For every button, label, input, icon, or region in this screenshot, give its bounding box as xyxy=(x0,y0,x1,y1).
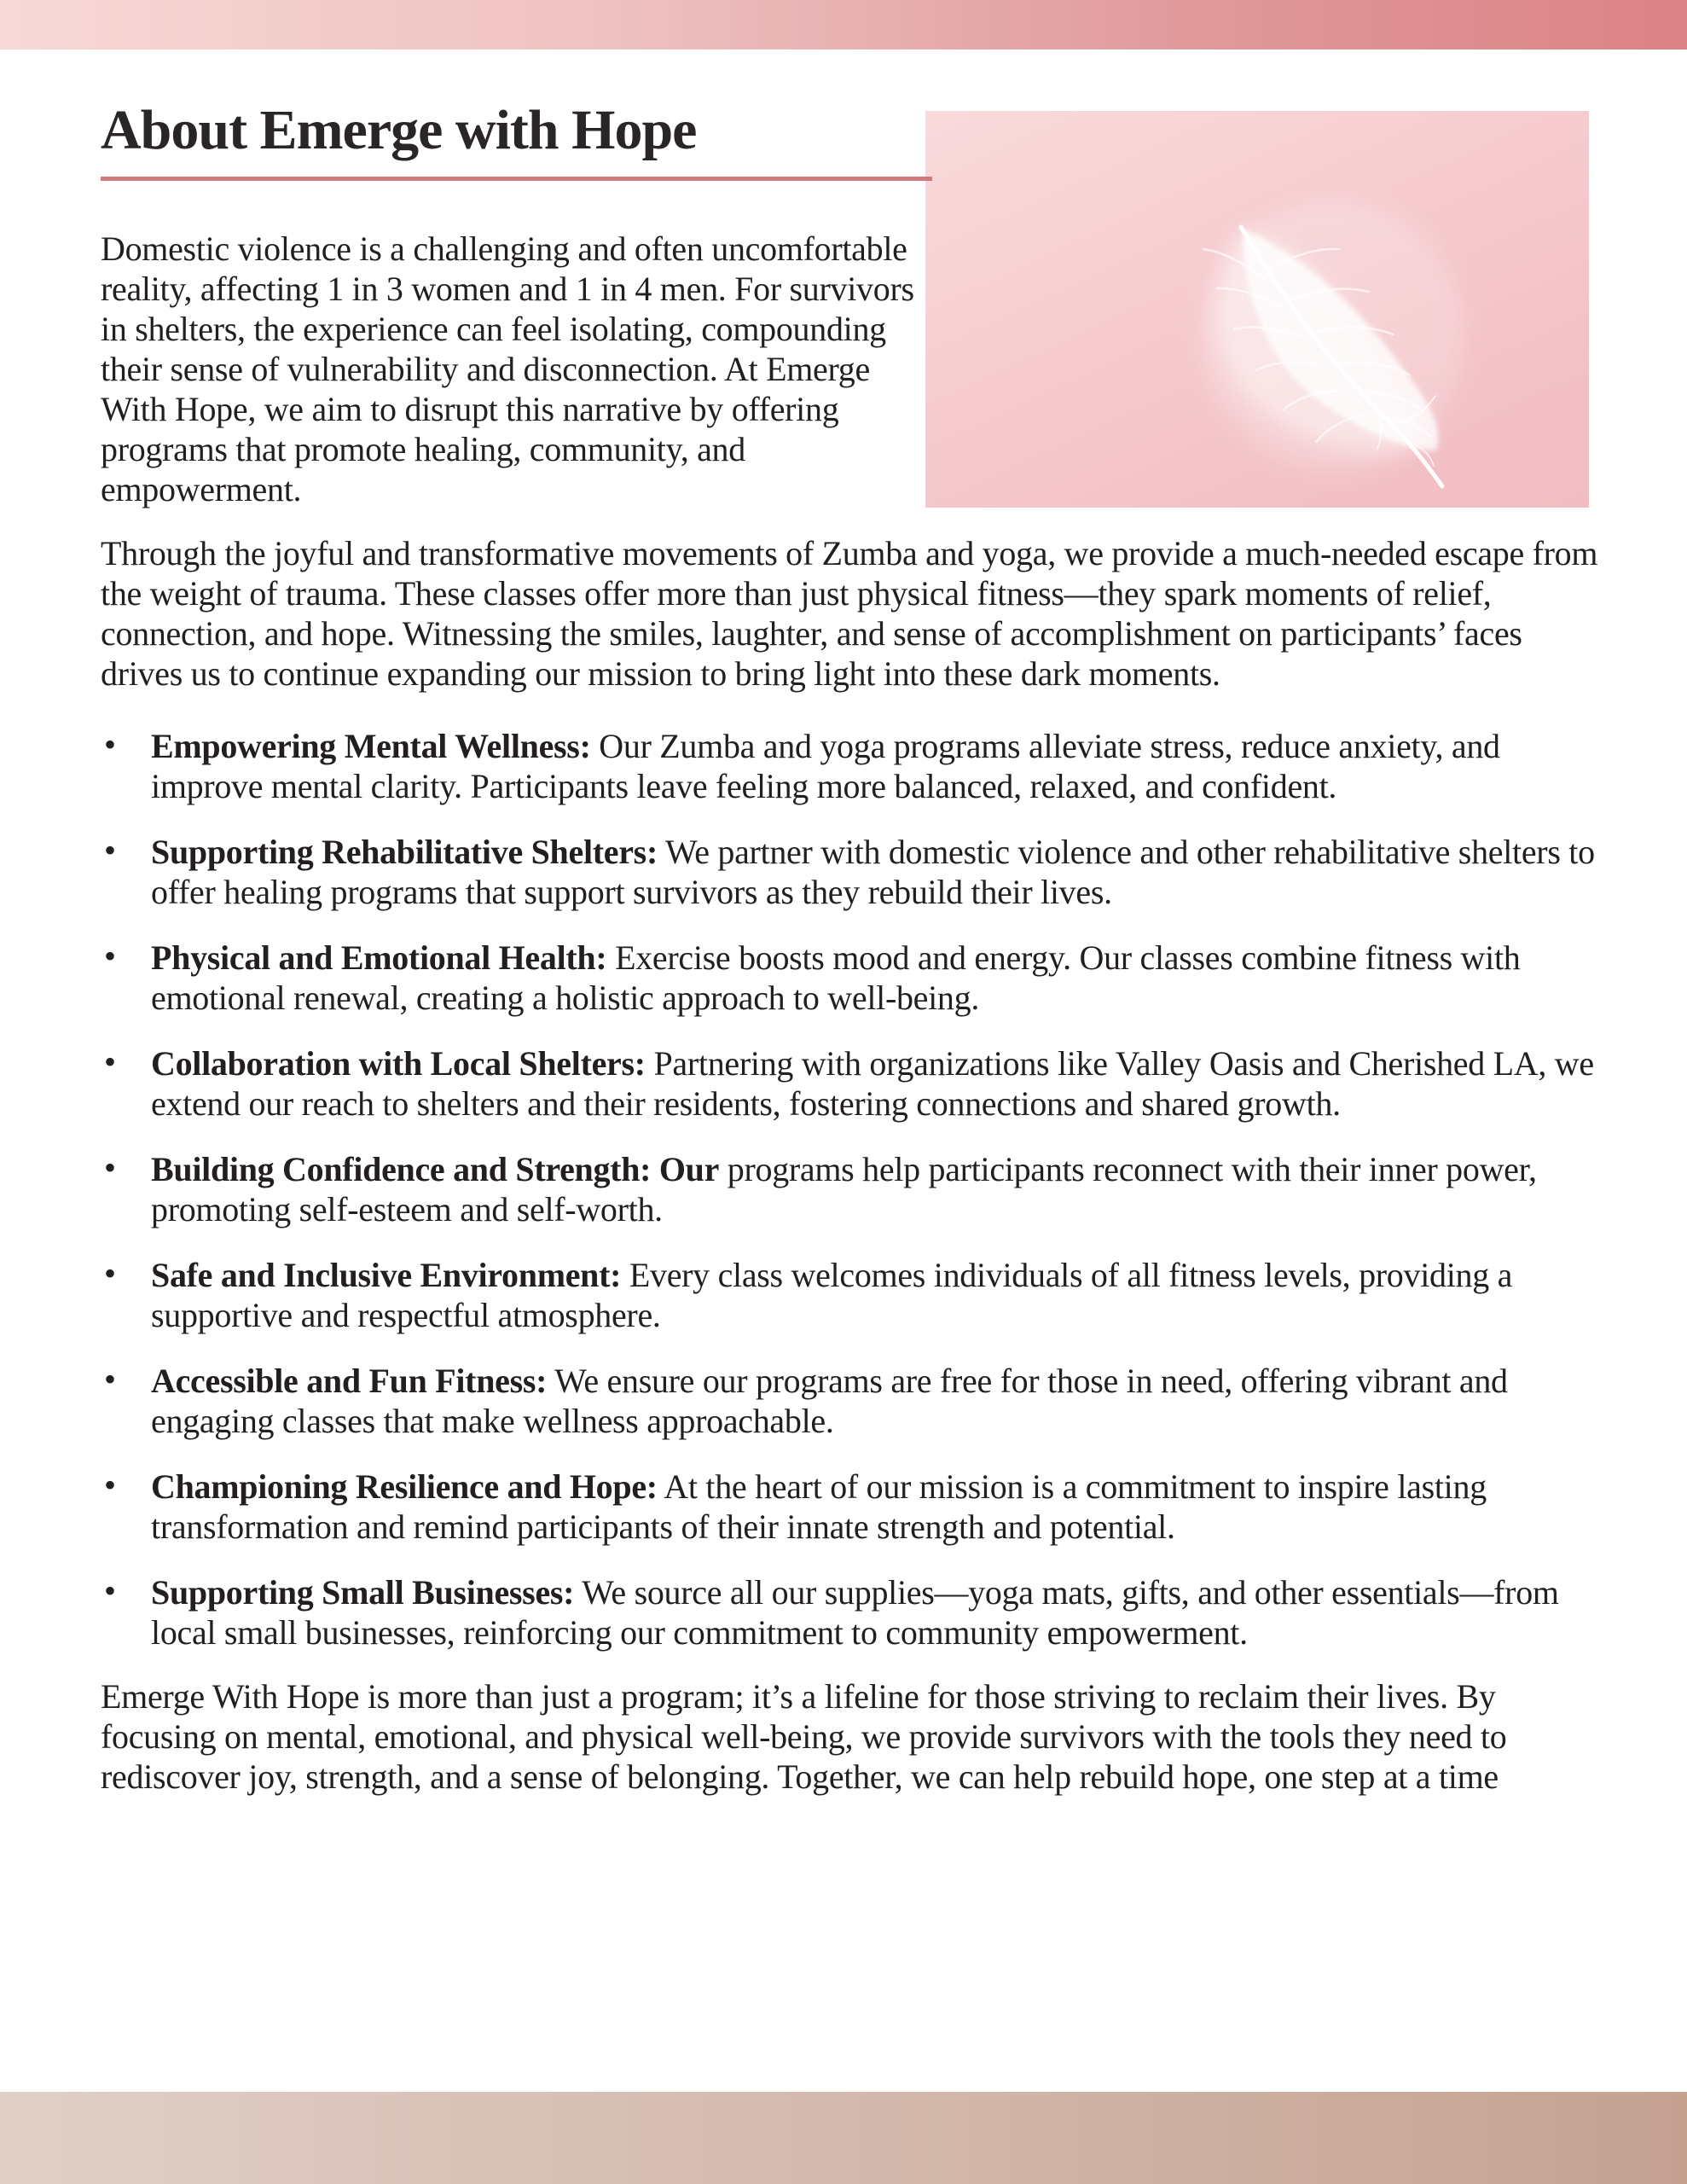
bullet-lead: Safe and Inclusive Environment: xyxy=(151,1256,622,1295)
bullet-text: We partner with domestic violence and other rehabilitative shelters to offer healing programs that support survivors as they rebuild their lives. xyxy=(151,833,1595,912)
list-item-empowering-mental-wellness xyxy=(101,726,1602,806)
list-item-safe-and-inclusive-environment xyxy=(101,1255,1602,1335)
list-item-supporting-rehabilitative-shelters xyxy=(101,832,1602,912)
page-title: About Emerge with Hope xyxy=(101,99,697,161)
title-divider xyxy=(101,177,932,181)
bullet-text: Exercise boosts mood and energy. Our classes combine fitness with emotional renewal, creating a holistic approach to well-being. xyxy=(151,938,1521,1018)
bullet-text: programs help participants reconnect with their inner power, promoting self-esteem and self-worth. xyxy=(151,1150,1537,1229)
bullet-lead: Building Confidence and Strength: Our xyxy=(151,1150,720,1189)
bullet-text: Our Zumba and yoga programs alleviate stress, reduce anxiety, and improve mental clarity. Participants leave feeling more balanced, relaxed, and confident. xyxy=(151,727,1500,806)
bullet-lead: Championing Resilience and Hope: xyxy=(151,1467,658,1507)
page-content xyxy=(101,101,1602,1797)
bullet-lead: Accessible and Fun Fitness: xyxy=(151,1362,548,1401)
bullet-lead: Supporting Small Businesses: xyxy=(151,1573,575,1612)
bullet-lead: Supporting Rehabilitative Shelters: xyxy=(151,833,658,872)
bullet-lead: Empowering Mental Wellness: xyxy=(151,727,591,766)
list-item-building-confidence-and-strength xyxy=(101,1149,1602,1229)
program-benefits-list xyxy=(101,726,1602,1653)
list-item-collaboration-with-local-shelters xyxy=(101,1043,1602,1124)
bullet-lead: Physical and Emotional Health: xyxy=(151,938,607,978)
list-item-supporting-small-businesses xyxy=(101,1572,1602,1653)
list-item-physical-and-emotional-health xyxy=(101,938,1602,1018)
bottom-gradient-bar xyxy=(0,2092,1687,2184)
top-gradient-bar xyxy=(0,0,1687,49)
closing-paragraph: Emerge With Hope is more than just a program; it’s a lifeline for those striving to reclaim their lives. By focusing on mental, emotional, and physical well-being, we provide survivors with the tools they need to rediscover joy, strength, and a sense of belonging. Together, we can help rebuild hope, one step at a time xyxy=(101,1677,1507,1797)
bullet-text: We source all our supplies—yoga mats, gifts, and other essentials—from local small businesses, reinforcing our commitment to community empowerment. xyxy=(151,1573,1559,1653)
list-item-accessible-and-fun-fitness xyxy=(101,1361,1602,1441)
bullet-text: Every class welcomes individuals of all fitness levels, providing a supportive and respectful atmosphere. xyxy=(151,1256,1513,1335)
bullet-text: We ensure our programs are free for those in need, offering vibrant and engaging classes that make wellness approachable. xyxy=(151,1362,1508,1441)
mission-paragraph: Through the joyful and transformative movements of Zumba and yoga, we provide a much-needed escape from the weight of trauma. These classes offer more than just physical fitness—they spark moments of relief, connection, and hope. Witnessing the smiles, laughter, and sense of accomplishment on participants’ faces drives us to continue expanding our mission to bring light into these dark moments. xyxy=(101,534,1598,694)
intro-paragraph: Domestic violence is a challenging and often uncomfortable reality, affecting 1 in 3 women and 1 in 4 men. For survivors in shelters, the experience can feel isolating, compounding their sense of vulnerability and disconnection. At Emerge With Hope, we aim to disrupt this narrative by offering programs that promote healing, community, and empowerment. xyxy=(101,229,914,509)
bullet-lead: Collaboration with Local Shelters: xyxy=(151,1044,646,1083)
bullet-text: Partnering with organizations like Valley Oasis and Cherished LA, we extend our reach to shelters and their residents, fostering connections and shared growth. xyxy=(151,1044,1594,1124)
bullet-text: At the heart of our mission is a commitment to inspire lasting transformation and remind participants of their innate strength and potential. xyxy=(151,1467,1487,1547)
list-item-championing-resilience-and-hope xyxy=(101,1467,1602,1547)
